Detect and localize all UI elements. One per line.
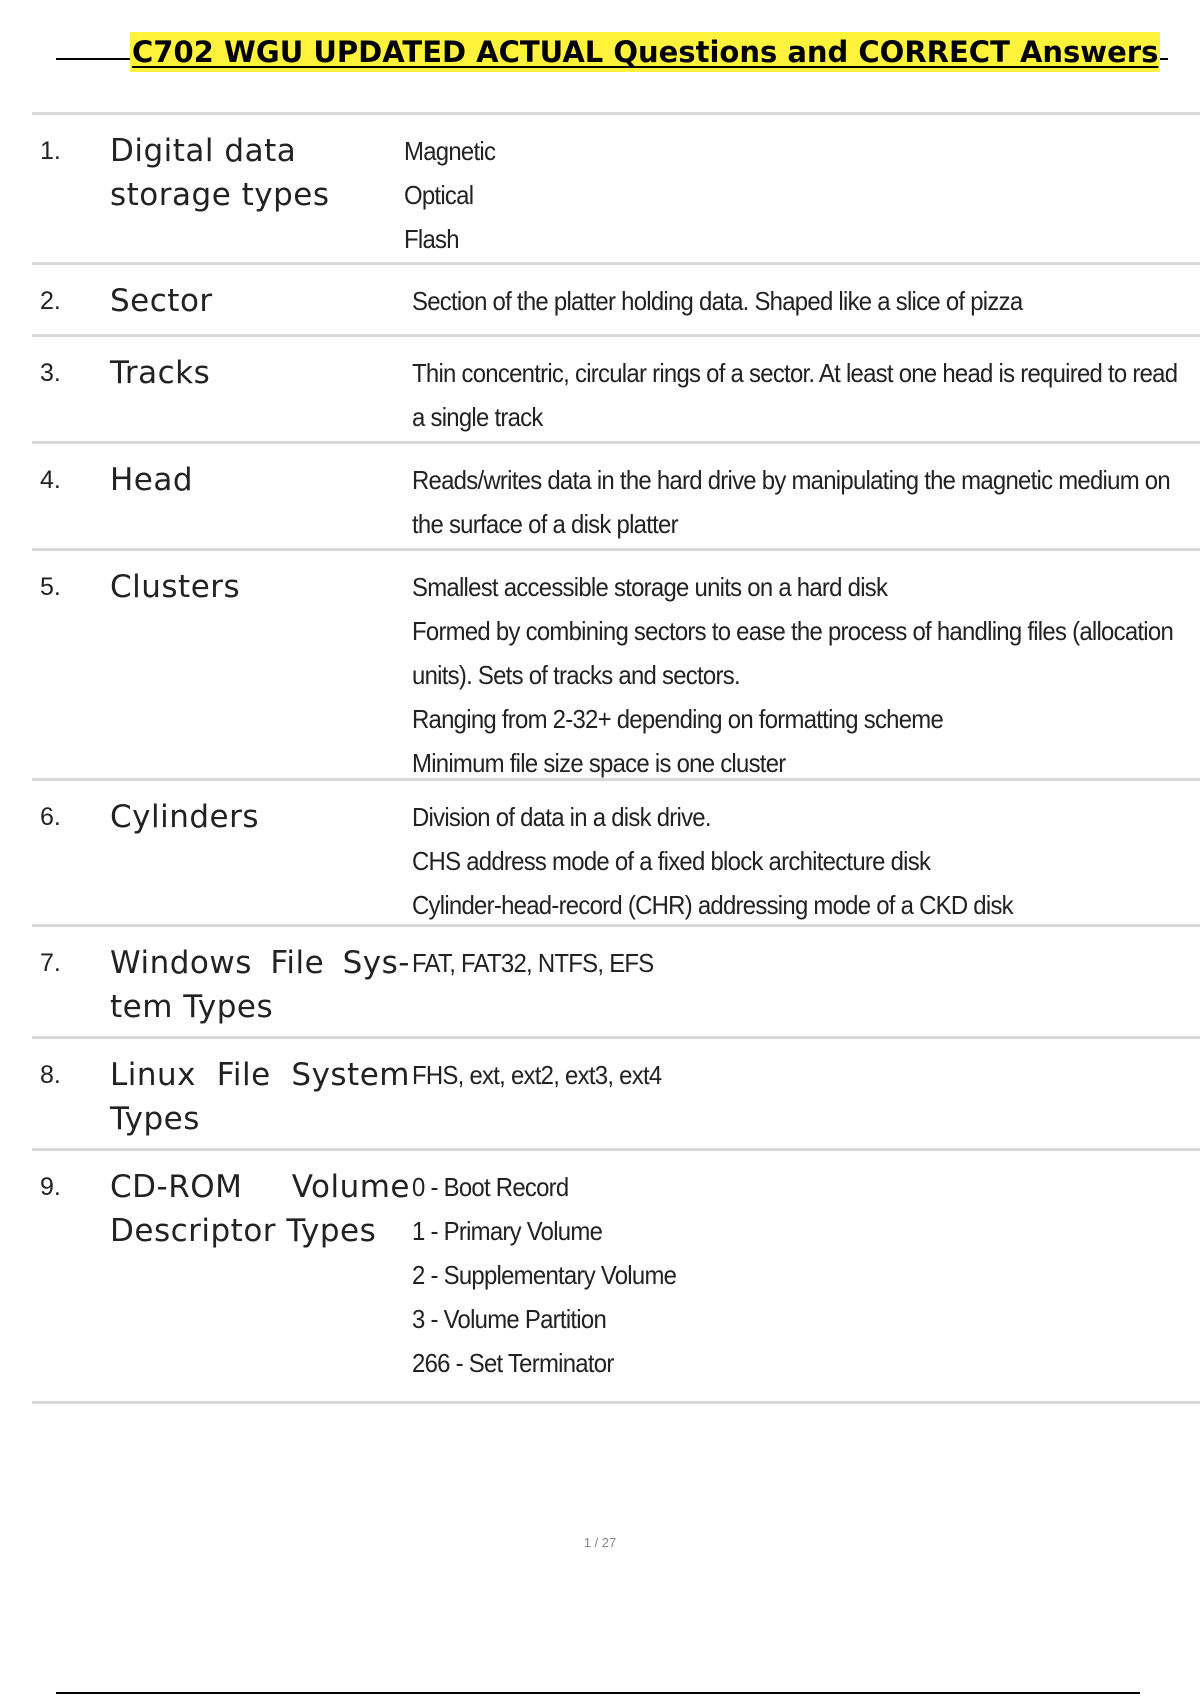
answer-definition bbox=[404, 129, 1194, 261]
qa-row bbox=[32, 1036, 1200, 1148]
item-number: 7. bbox=[40, 949, 61, 977]
definition-line: units). Sets of tracks and sectors. bbox=[412, 660, 740, 690]
definition-line: Reads/writes data in the hard drive by manipulating the magnetic medium on bbox=[412, 465, 1170, 495]
answer-definition bbox=[412, 279, 1200, 323]
answer-definition bbox=[412, 941, 1200, 985]
definition-line: Section of the platter holding data. Shaped like a slice of pizza bbox=[412, 286, 1023, 316]
item-number: 8. bbox=[40, 1061, 61, 1089]
definition-line: Thin concentric, circular rings of a sector. At least one head is required to read bbox=[412, 358, 1178, 388]
qa-row bbox=[32, 112, 1200, 262]
question-term: Digital data storage types bbox=[110, 133, 330, 213]
definition-line: Formed by combining sectors to ease the process of handling files (allocation bbox=[412, 616, 1174, 646]
qa-row bbox=[32, 778, 1200, 924]
definition-line: FAT, FAT32, NTFS, EFS bbox=[412, 948, 654, 978]
definition-line: Optical bbox=[404, 180, 474, 210]
answer-definition bbox=[412, 1165, 1200, 1385]
question-term: Linux File System Types bbox=[110, 1057, 410, 1137]
definition-line: 2 - Supplementary Volume bbox=[412, 1260, 677, 1290]
definition-line: Minimum file size space is one cluster bbox=[412, 748, 786, 778]
item-number: 3. bbox=[40, 359, 61, 387]
question-term: Head bbox=[110, 462, 194, 498]
document-header bbox=[56, 32, 1159, 76]
question-term: Sector bbox=[110, 283, 213, 319]
title-rule bbox=[56, 58, 130, 60]
qa-row bbox=[32, 1148, 1200, 1404]
definition-line: 1 - Primary Volume bbox=[412, 1216, 603, 1246]
qa-row bbox=[32, 548, 1200, 778]
answer-definition bbox=[412, 565, 1200, 785]
item-number: 1. bbox=[40, 137, 61, 165]
definition-line: Cylinder-head-record (CHR) addressing mode of a CKD disk bbox=[412, 890, 1013, 920]
definition-line: Smallest accessible storage units on a hard disk bbox=[412, 572, 888, 602]
definition-line: 0 - Boot Record bbox=[412, 1172, 569, 1202]
definition-line: CHS address mode of a fixed block architecture disk bbox=[412, 846, 931, 876]
answer-definition bbox=[412, 795, 1200, 927]
definition-line: a single track bbox=[412, 402, 543, 432]
item-number: 4. bbox=[40, 466, 61, 494]
item-number: 2. bbox=[40, 287, 61, 315]
definition-line: Magnetic bbox=[404, 136, 496, 166]
question-term: Cylinders bbox=[110, 799, 260, 835]
item-number: 5. bbox=[40, 573, 61, 601]
answer-definition bbox=[412, 351, 1200, 439]
qa-row bbox=[32, 441, 1200, 548]
qa-table bbox=[32, 112, 1200, 1404]
definition-line: Ranging from 2-32+ depending on formatting scheme bbox=[412, 704, 944, 734]
qa-row bbox=[32, 334, 1200, 441]
question-term: Windows File Sys- tem Types bbox=[110, 945, 410, 1025]
definition-line: Division of data in a disk drive. bbox=[412, 802, 711, 832]
definition-line: Flash bbox=[404, 224, 459, 254]
qa-row bbox=[32, 924, 1200, 1036]
question-term: Clusters bbox=[110, 569, 241, 605]
question-term: Tracks bbox=[110, 355, 211, 391]
title-rule-trail bbox=[1160, 58, 1168, 60]
question-term: CD-ROM Volume Descriptor Types bbox=[110, 1169, 410, 1249]
qa-row bbox=[32, 262, 1200, 334]
answer-definition bbox=[412, 1053, 1200, 1097]
definition-line: FHS, ext, ext2, ext3, ext4 bbox=[412, 1060, 662, 1090]
item-number: 6. bbox=[40, 803, 61, 831]
document-title: C702 WGU UPDATED ACTUAL Questions and CORRECT Answers bbox=[130, 32, 1160, 72]
definition-line: the surface of a disk platter bbox=[412, 509, 678, 539]
definition-line: 3 - Volume Partition bbox=[412, 1304, 607, 1334]
bottom-rule bbox=[56, 1692, 1140, 1694]
definition-line: 266 - Set Terminator bbox=[412, 1348, 614, 1378]
answer-definition bbox=[412, 458, 1200, 546]
page-number: 1 / 27 bbox=[583, 1535, 617, 1550]
item-number: 9. bbox=[40, 1173, 61, 1201]
